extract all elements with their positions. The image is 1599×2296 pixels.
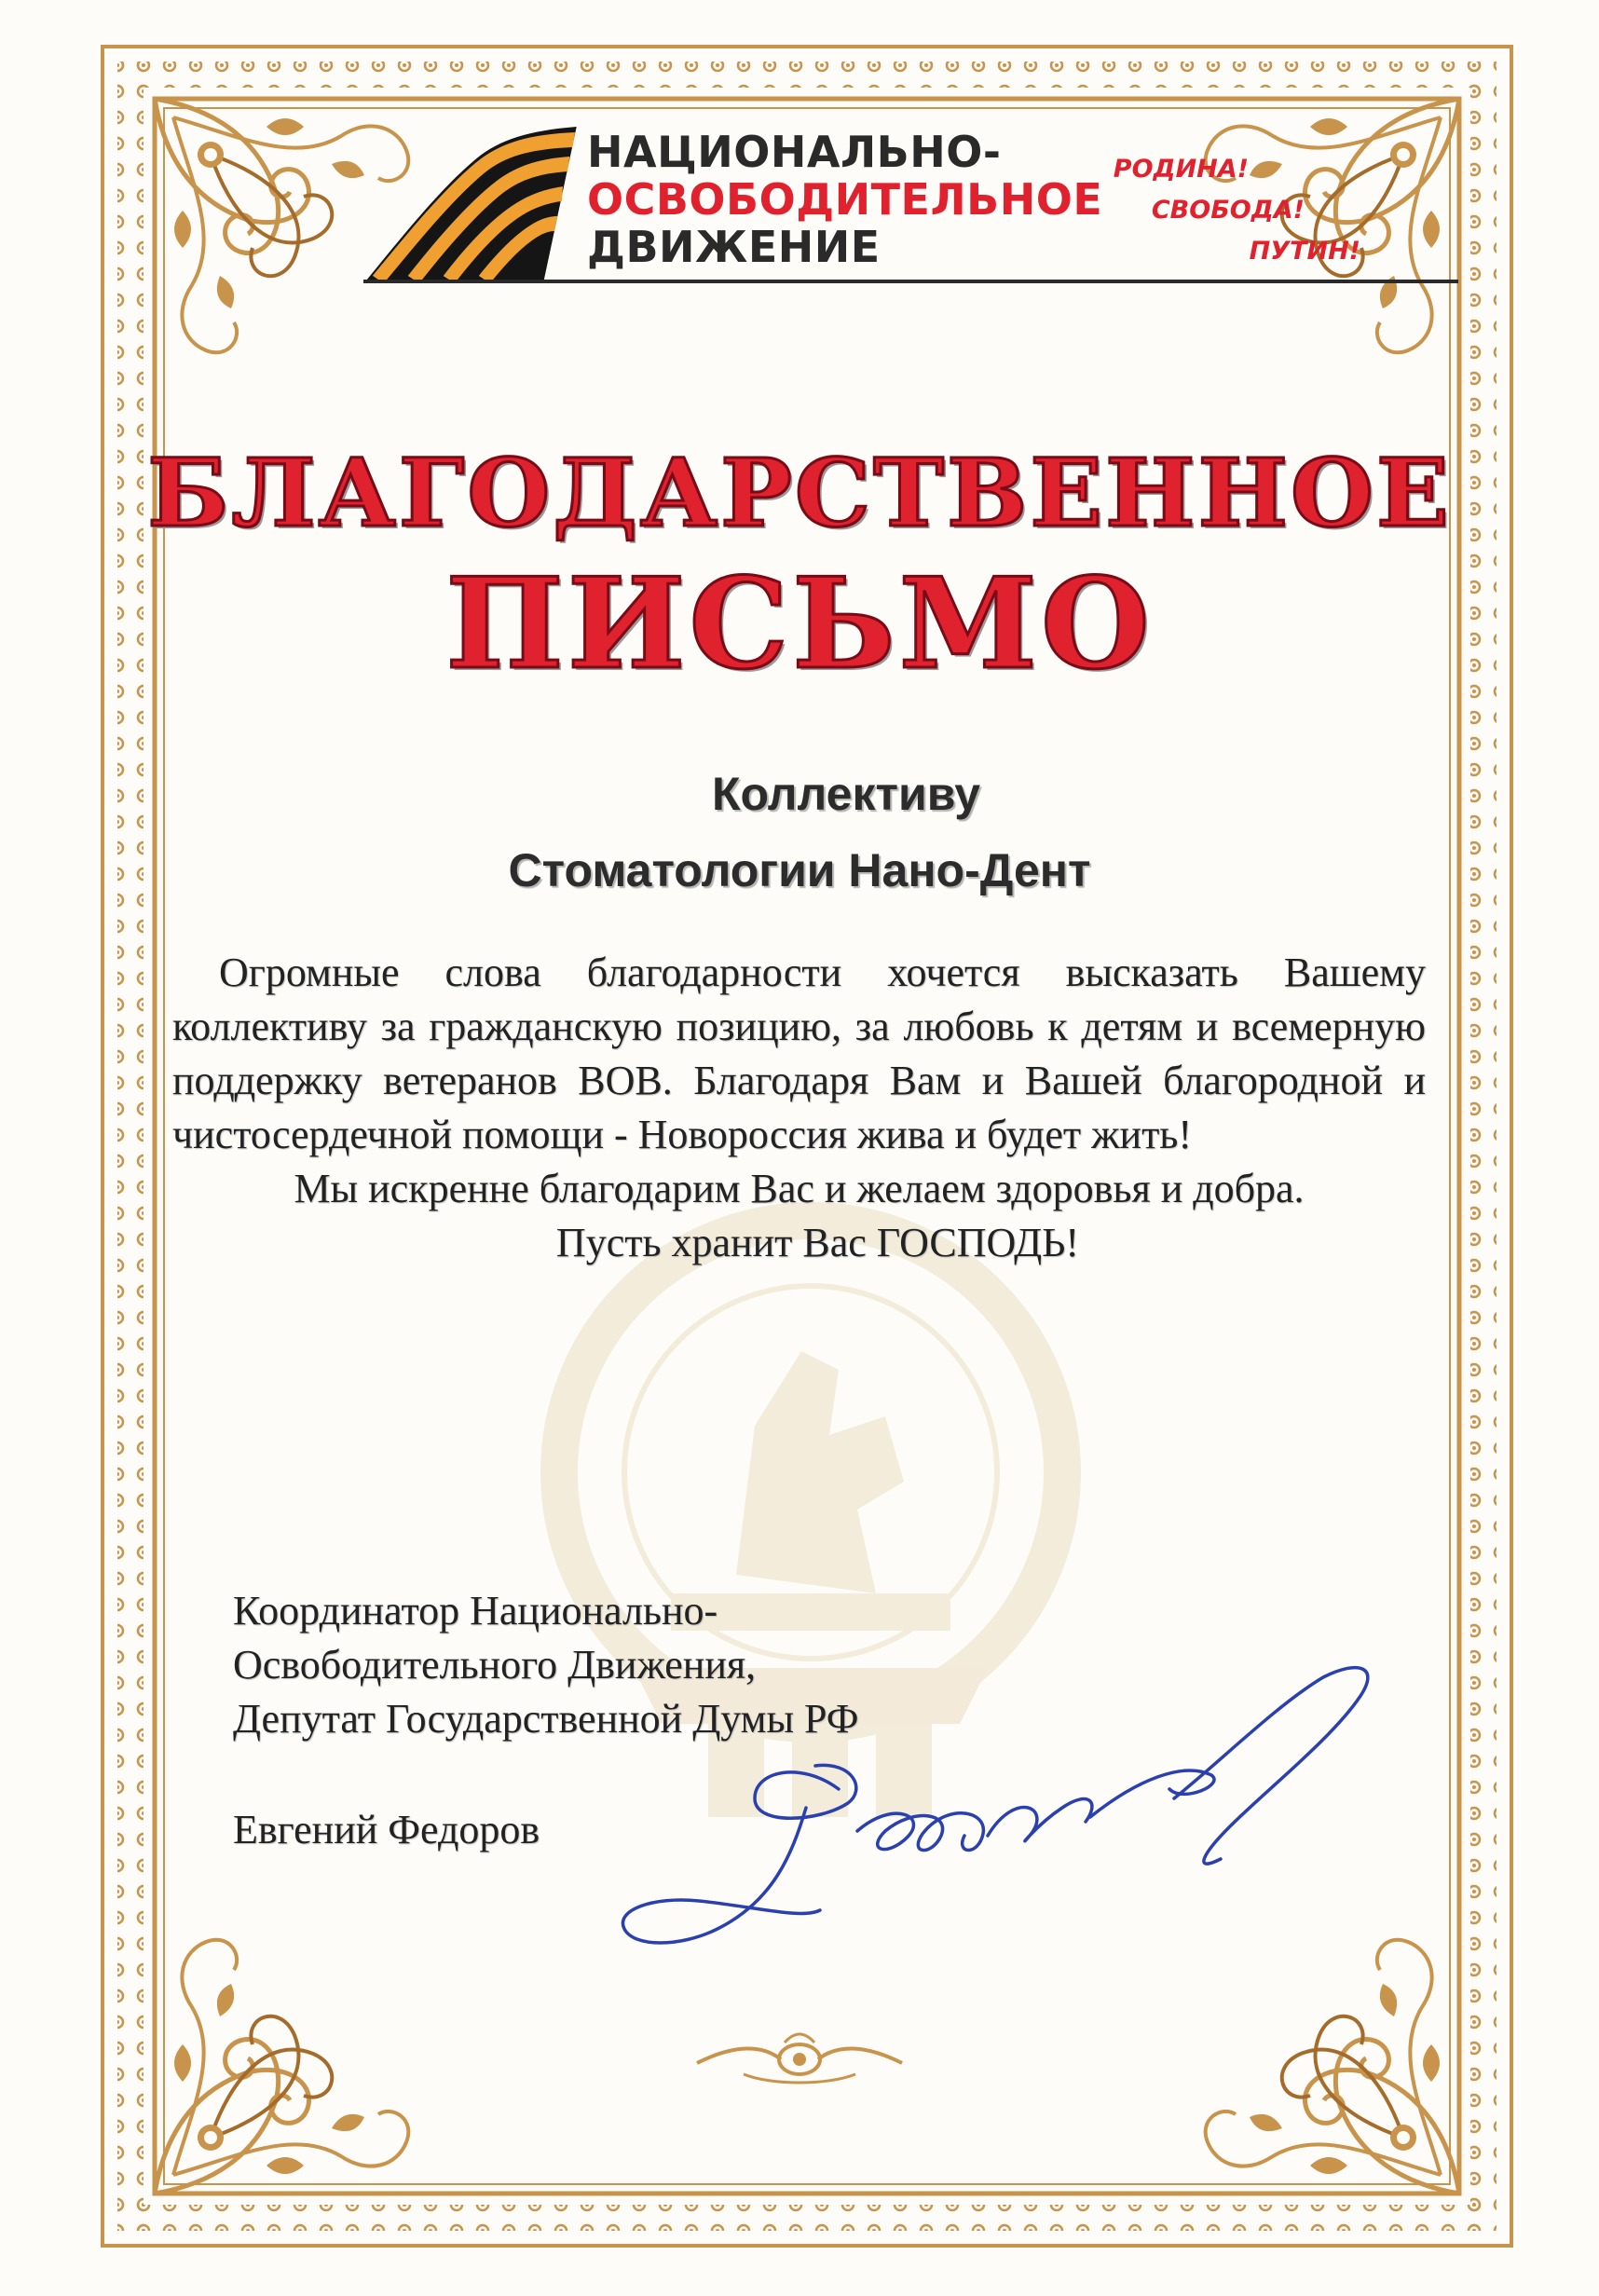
signatory-title-line-2: Освободительного Движения, [233,1642,757,1688]
signatory-title-line-3: Депутат Государственной Думы РФ [233,1696,859,1742]
recipient-line-1: Коллективу [711,768,981,820]
slogans [1100,149,1360,272]
letter-body [172,946,1426,1270]
org-name-line-3: ДВИЖЕНИЕ [587,222,881,272]
signatory-name: Евгений Федоров [233,1807,540,1852]
handwritten-signature-icon [615,1649,1435,1975]
st-george-ribbon-icon [345,121,606,289]
body-paragraph-1: Огромные слова благодарности хочется высказать Вашему коллективу за гражданскую позицию, за любовь к детям и всемерную поддержку ветеранов ВОВ. Благодаря Вам и Вашей благородной и чистосердечной помощи - Новороссия жива и будет жить! [172,950,1426,1157]
header-divider [363,280,1458,283]
org-name-line-1: НАЦИОНАЛЬНО- [587,127,1002,177]
slogan-putin: ПУТИН! [1249,237,1360,266]
body-paragraph-3: Пусть хранит Вас ГОСПОДЬ! [555,1220,1080,1265]
org-name [587,129,1102,271]
letter-title-line-1: БЛАГОДАРСТВЕННОЕ [147,438,1452,548]
org-name-line-2: ОСВОБОДИТЕЛЬНОЕ [587,174,1103,225]
recipient-line-2: Стоматологии Нано-Дент [508,844,1091,896]
signatory-title-line-1: Координатор Национально- [233,1588,718,1633]
body-paragraph-2: Мы искренне благодарим Вас и желаем здоровья и добра. [294,1166,1305,1211]
slogan-svoboda: СВОБОДА! [1151,196,1305,225]
letter-title-line-2: ПИСЬМО [445,550,1154,697]
slogan-rodina: РОДИНА! [1113,155,1249,184]
